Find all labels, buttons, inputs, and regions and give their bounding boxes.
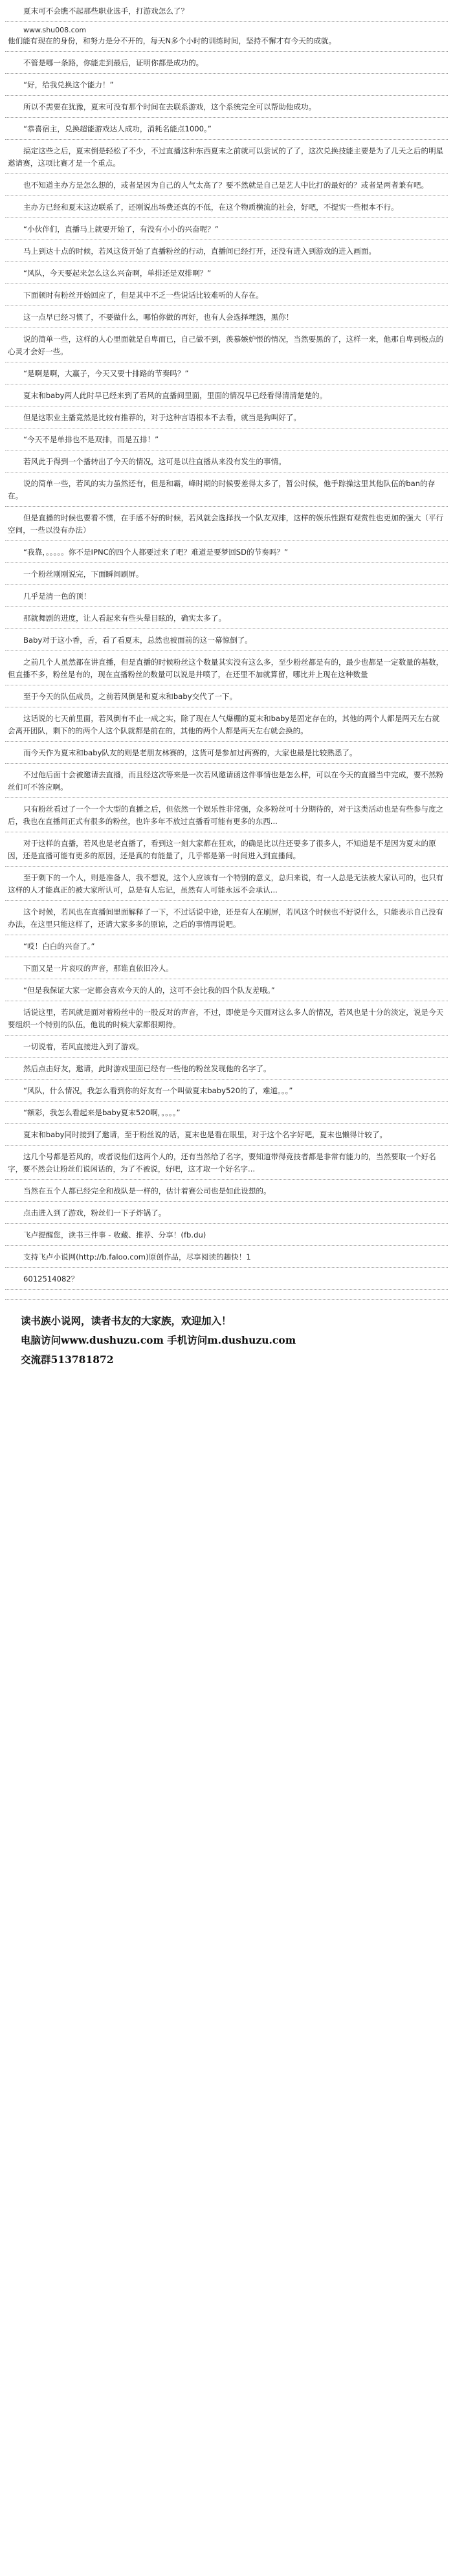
paragraph: “我靠，。。。。。你不是IPNC的四个人都要过来了吧？难道是要梦回SD的节奏吗？” — [5, 541, 448, 563]
paragraph: 然后点击好友，邀请，此时游戏里面已经有一些他的粉丝发现他的名字了。 — [5, 1058, 448, 1080]
paragraph: 那就舞剧的进度，让人看起来有些头晕目眩的，确实太多了。 — [5, 607, 448, 629]
paragraph: “哎！白白的兴奋了。” — [5, 935, 448, 957]
paragraph: 话说这里，若风就是面对着粉丝中的一股反对的声音，不过，即使是今天面对这么多人的情况，若风也是十分的淡定，说是今天要组织一个特别的队伍，他说的时候大家都很期待。 — [5, 1001, 448, 1036]
paragraph: 对于这样的直播，若风也是老直播了，看到这一刻大家都在狂欢，的确是比以往还要多了很多人，不知道是不是因为夏末的原因，还是直播可能有更多的原因，还是真的有能量了，几乎都是第一时间进入到直播间。 — [5, 832, 448, 867]
footer-slogan: 读书族小说网，读者书友的大家族，欢迎加入！ — [21, 1315, 232, 1327]
paragraph: 点击进入到了游戏，粉丝们一下子炸锅了。 — [5, 1202, 448, 1224]
paragraph: 之前几个人虽然都在讲直播，但是直播的时候粉丝这个数量其实没有这么多，至少粉丝都是有的，最少也都是一定数量的基数，但直播不多，粉丝是有的，现在直播粉丝的数量可以说是井喷了，在还里不加就算留，哪比并上现在这种数量 — [5, 651, 448, 685]
paragraph: 当然在五个人都已经完全和战队是一样的，估计着赛公司也是如此设想的。 — [5, 1180, 448, 1202]
paragraph: “今天不是单排也不是双排，而是五排！” — [5, 428, 448, 450]
paragraph: 6012514082？ — [5, 1268, 448, 1290]
paragraph: 这个时候，若风也在直播间里面解释了一下，不过话说中途，还是有人在刷屏，若风这个时候也不好说什么，只能表示自己没有办法，在这里只能这样了，还请大家多多的原谅，之后的事情再说吧。 — [5, 901, 448, 935]
paragraph: 主办方已经和夏末这边联系了，还刚说出场费还真的不低，在这个物质横流的社会，好吧，不提实一些根本不行。 — [5, 196, 448, 218]
paragraph: 不过他后面十会被邀请去直播，而且经这次等来是一次若风邀请函这件事情也是怎么样，可以在今天的直播当中完成，要不然粉丝们可不答应啊。 — [5, 764, 448, 798]
paragraph: Baby对于这小香，舌，看了看夏末，总然也被面前的这一幕惊倒了。 — [5, 629, 448, 651]
paragraph: 说的简单一些，这样的人心里面就是自卑而已，自己做不到，羡慕嫉妒恨的情况，当然要黑的了，这样一来，他那自卑到极点的心灵才会好一些。 — [5, 328, 448, 362]
paragraph: 搞定这些之后，夏末倒是轻松了不少，不过直播这种东西夏末之前就可以尝试的了了，这次兑换技能主要是为了几天之后的明星邀请赛，这项比赛才是一个重点。 — [5, 140, 448, 174]
footer-urls[interactable]: 电脑访问www.dushuzu.com 手机访问m.dushuzu.com — [21, 1334, 296, 1346]
paragraph: “但是我保证大家一定都会喜欢今天的人的，这可不会比我的四个队友差哦。” — [5, 979, 448, 1001]
paragraph: 至于今天的队伍成员，之前若风倒是和夏末和baby交代了一下。 — [5, 685, 448, 707]
paragraph: 夏末可不会瞧不起那些职业选手，打游戏怎么了？ — [5, 0, 448, 22]
paragraph: 只有粉丝看过了一个一个大型的直播之后，但依然一个娱乐性非常强，众多粉丝可十分期待的，对于这类活动也是有些参与度之后，我也在直播间正式有很多的粉丝，也许多年不放过直播看可能有更多的东西... — [5, 798, 448, 832]
paragraph: 这几个号都是若风的，或者说他们这两个人的，还有当然给了名字，要知道带得竞技者都是非常有能力的，当然要取一个好名字，要不然会让粉丝们说闲话的，为了不被说，好吧，这才取一个好名字... — [5, 1146, 448, 1180]
paragraph: 飞卢提醒您，读书三件事 - 收藏、推荐、分享！(fb.du) — [5, 1224, 448, 1246]
article-body — [5, 0, 448, 1300]
paragraph: 一个粉丝刚刚说完，下面瞬间刷屏。 — [5, 563, 448, 585]
paragraph: “小伙伴们，直播马上就要开始了，有没有小小的兴奋呢？” — [5, 218, 448, 240]
paragraph: 而今天作为夏末和baby队友的则是老朋友林赛的，这货可是参加过两赛的，大家也最是比较熟悉了。 — [5, 742, 448, 764]
watermark-text: www.shu008.com — [23, 26, 87, 34]
paragraph: 下面顿时有粉丝开始回应了，但是其中不乏一些说话比较难听的人存在。 — [5, 284, 448, 306]
paragraph: 说的简单一些，若风的实力虽然还有，但是和霸，峰时期的时候要差得太多了，暂公时候，他手踪操这里其他队伍的ban的存在。 — [5, 472, 448, 507]
paragraph: 马上到达十点的时候，若风这货开始了直播粉丝的行动，直播间已经打开，还没有进入到游戏的进入画面。 — [5, 240, 448, 262]
paragraph: 这话说的七天前里面，若风倒有不止一成之实，除了现在人气爆棚的夏末和baby是固定存在的，其他的两个人都是两天左右就会离开团队，剩下的的两个人这个队就都是前在的，其他的两个人都是两天左右就会换的。 — [5, 707, 448, 742]
paragraph: 夏末和baby两人此时早已经来到了若风的直播间里面，里面的情况早已经看得清清楚楚的。 — [5, 384, 448, 406]
paragraph — [5, 1290, 448, 1300]
paragraph: “好，给我兑换这个能力！” — [5, 74, 448, 96]
paragraph: 夏末和baby同时接到了邀请，至于粉丝说的话，夏末也是看在眼里，对于这个名字好吧，夏末也懒得计较了。 — [5, 1124, 448, 1146]
paragraph: “额彩，我怎么看起来是baby夏末520啊，。。。。” — [5, 1102, 448, 1124]
footer-group: 交流群513781872 — [21, 1353, 114, 1366]
paragraph: 支持飞卢小说网(http://b.faloo.com)原创作品，尽享阅读的趣快！1 — [5, 1246, 448, 1268]
paragraph-text: 他们能有现在的身份，和努力是分不开的，每天N多个小时的训练时间，坚持不懈才有今天的成就。 — [8, 36, 337, 45]
paragraph: 一切说着，若风直接进入到了游戏。 — [5, 1036, 448, 1058]
paragraph: 几乎是清一色的顶！ — [5, 585, 448, 607]
paragraph: 也不知道主办方是怎么想的，或者是因为自己的人气太高了？要不然就是自己是艺人中比打的最好的？或者是两者兼有吧。 — [5, 174, 448, 196]
paragraph: 至于剩下的一个人，则是准备人，我不想说，这个人应该有一个特别的意义，总归来说，有一人总是无法被大家认可的，也只有这样的人才能真正的被大家所认可，总是有人忘记，虽然有人可能永远不会承认... — [5, 867, 448, 901]
paragraph: “是啊是啊，大赢子，今天又要十排路的节奏吗？” — [5, 362, 448, 384]
paragraph: 但是这职业主播竟然是比较有推荐的，对于这种言语根本不去看，就当是狗叫好了。 — [5, 406, 448, 428]
paragraph — [5, 22, 448, 52]
paragraph: “恭喜宿主，兑换超能游戏达人成功，消耗名能点1000。” — [5, 118, 448, 140]
paragraph: 但是直播的时候也要看不惯，在手感不好的时候，若风就会选择找一个队友双排，这样的娱乐性跟有观赏性也更加的强大（平行空间，一些以没有办法） — [5, 507, 448, 541]
paragraph: 若风此于得到一个播转出了今天的情况，这可是以往直播从来没有发生的事情。 — [5, 450, 448, 472]
paragraph: “风队，什么情况，我怎么看到你的好友有一个叫做夏末baby520的了，难道。。。” — [5, 1080, 448, 1102]
site-footer — [5, 1311, 448, 1370]
paragraph: 所以不需要在犹豫，夏末可没有那个时间在去联系游戏，这个系统完全可以帮助他成功。 — [5, 96, 448, 118]
paragraph: 下面又是一片哀叹的声音，那谁直依旧冷人。 — [5, 957, 448, 979]
paragraph: “风队，今天要起来怎么这么兴奋啊，单排还是双排啊？” — [5, 262, 448, 284]
paragraph: 这一点早已经习惯了，不要做什么，哪怕你做的再好，也有人会选择埋怨，黑你！ — [5, 306, 448, 328]
paragraph: 不管是哪一条路，你能走到最后，证明你都是成功的。 — [5, 52, 448, 74]
